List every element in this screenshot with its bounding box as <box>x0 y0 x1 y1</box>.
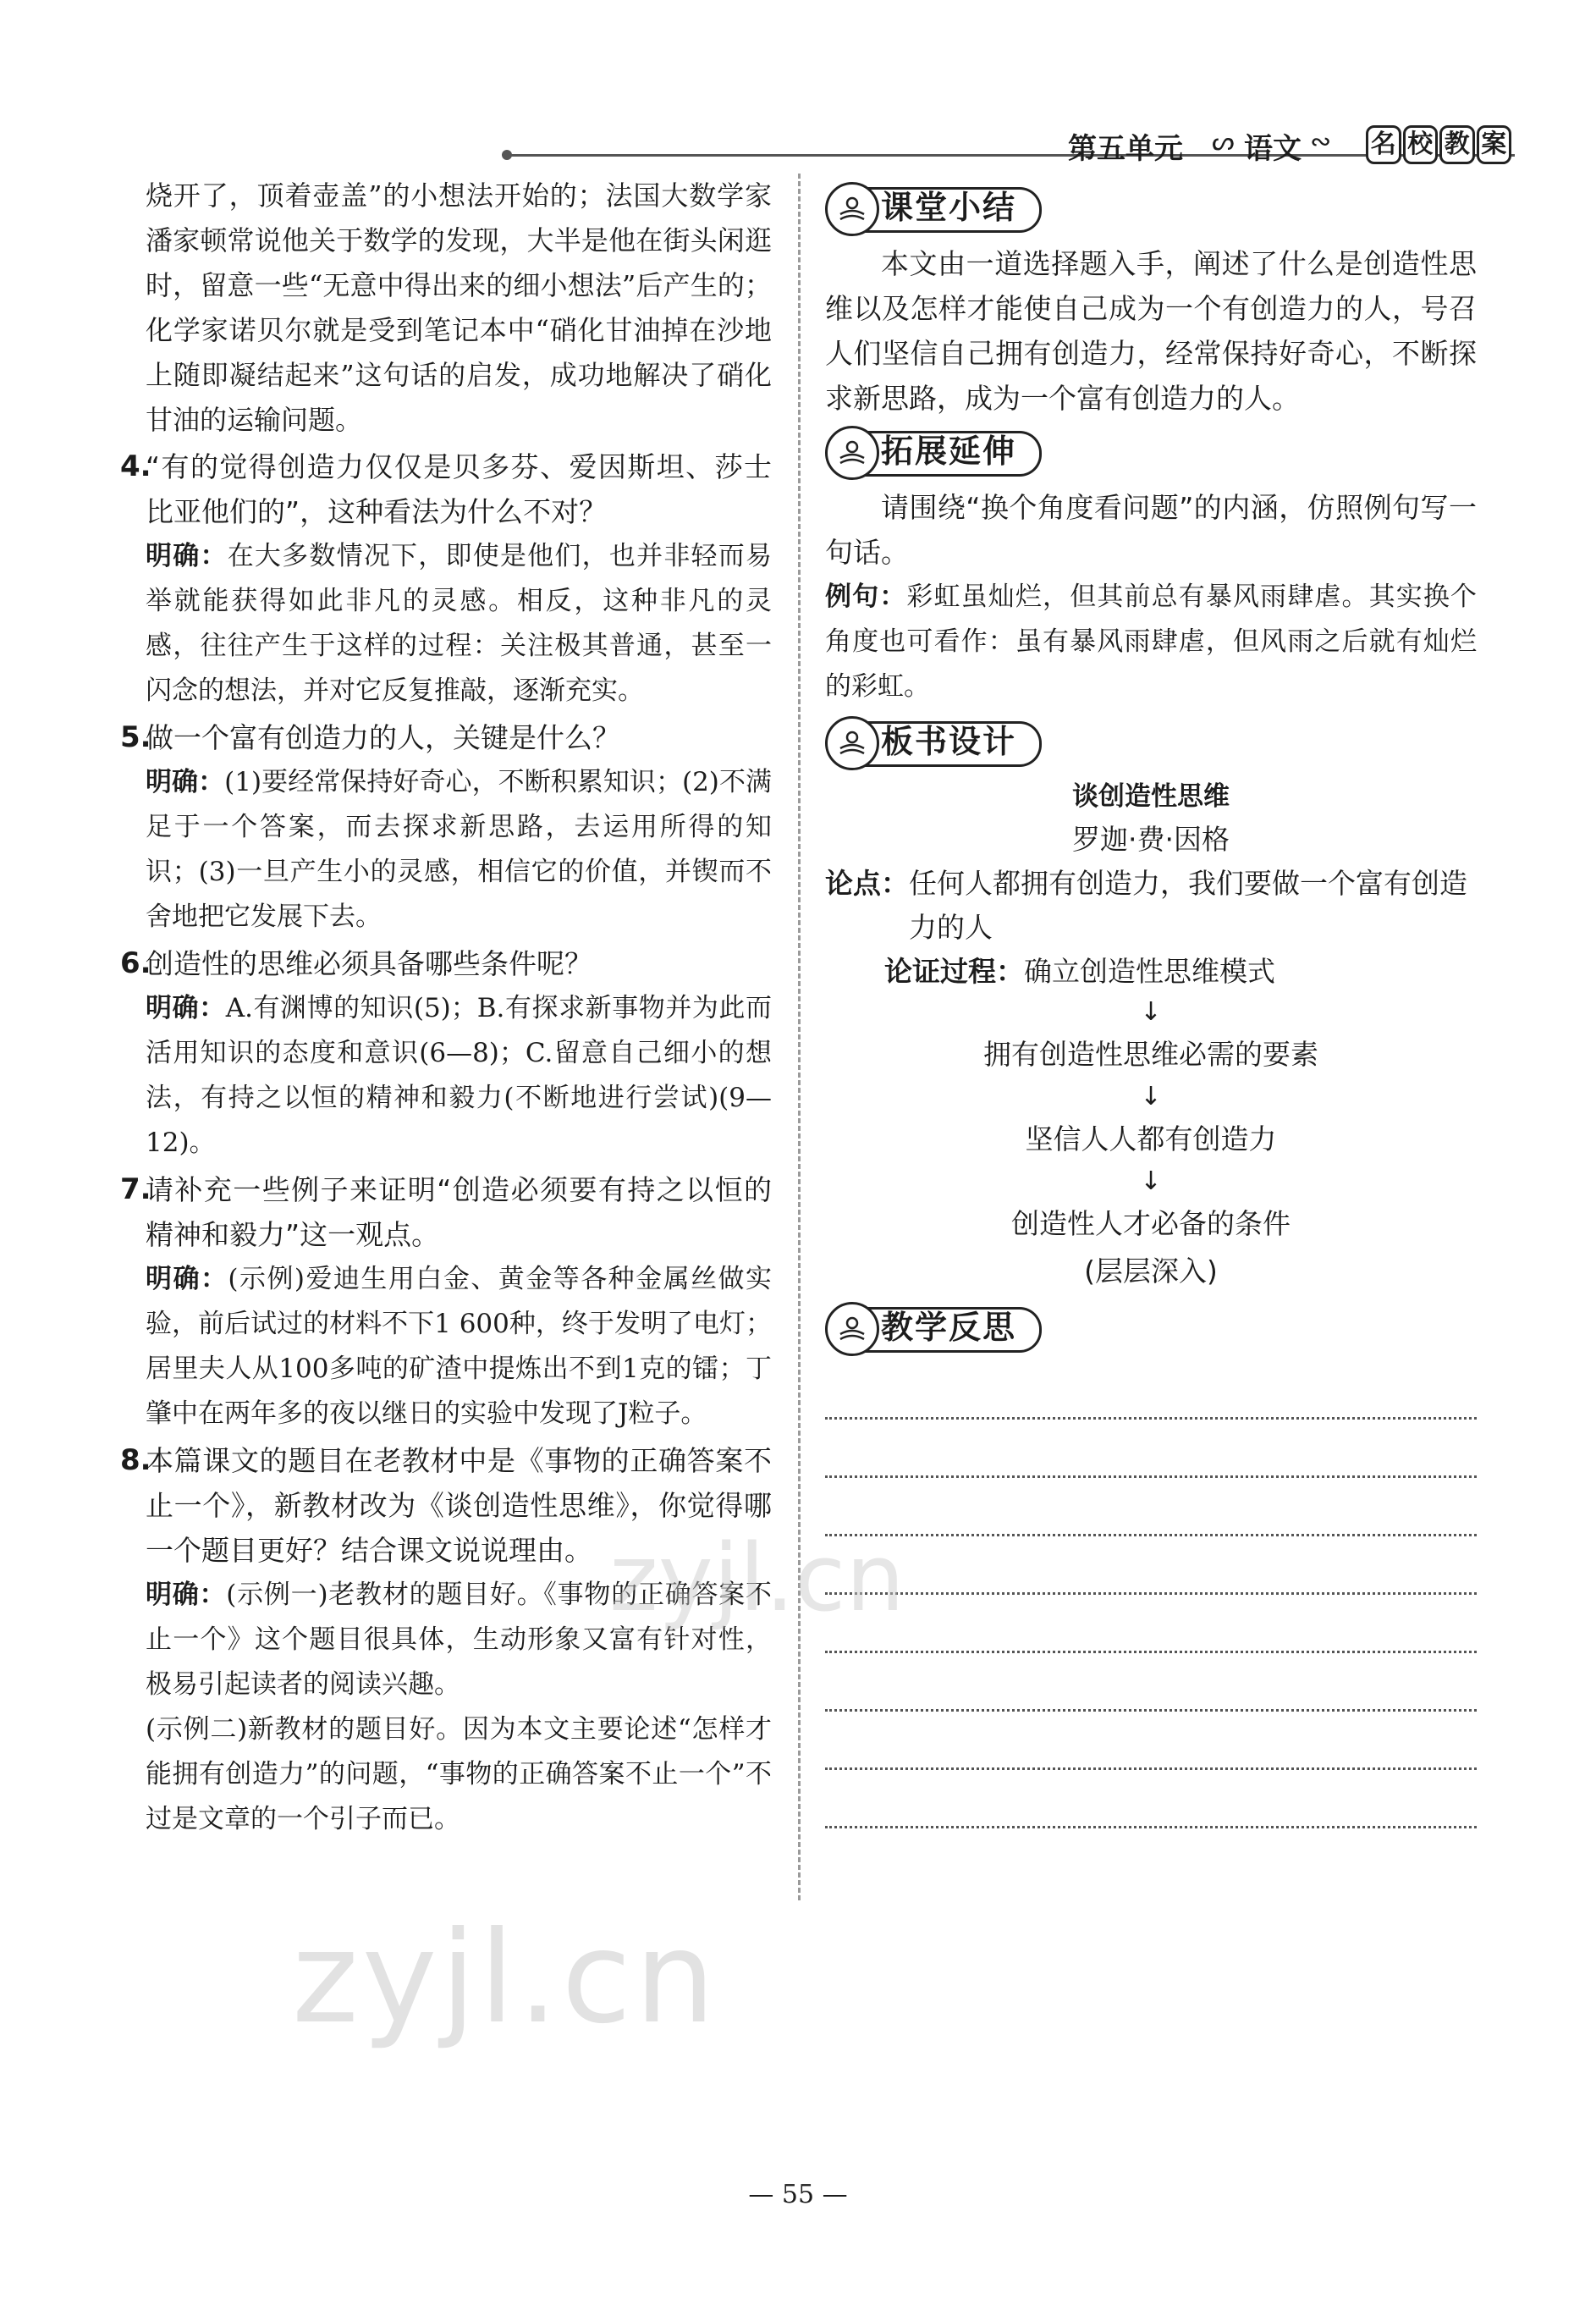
writing-line[interactable] <box>825 1478 1477 1536</box>
watermark-faint: zyjl.cn <box>609 1524 905 1632</box>
writing-line[interactable] <box>825 1420 1477 1478</box>
question-text: “有的觉得创造力仅仅是贝多芬、爱因斯坦、莎士比亚他们的”，这种看法为什么不对？ <box>146 450 772 528</box>
brand-badge <box>1366 125 1511 164</box>
question-8 <box>120 1438 772 1842</box>
down-arrow-icon: ↓ <box>1140 997 1162 1027</box>
process-step: 拥有创造性思维必需的要素 <box>983 1038 1318 1071</box>
swirl-right-icon: ∾ <box>1310 127 1332 157</box>
intro-paragraph: 烧开了，顶着壶盖”的小想法开始的；法国大数学家潘家顿常说他关于数学的发现，大半是他在街头闲逛时，留意一些“无意中得出来的细小想法”后产生的；化学家诺贝尔就是受到笔记本中“硝化甘油掉在沙地上随即凝结起来”这句话的启发，成功地解决了硝化甘油的运输问题。 <box>146 179 772 436</box>
down-arrow-icon: ↓ <box>1140 1166 1162 1196</box>
section-header-board <box>825 716 1070 770</box>
answer <box>146 1257 772 1436</box>
process-label: 论证过程： <box>884 955 1024 988</box>
down-arrow-icon: ↓ <box>1140 1082 1162 1111</box>
answer-second-example: (示例二)新教材的题目好。因为本文主要论述“怎样才能拥有创造力”的问题，“事物的正确答案不止一个”不过是文章的一个引子而已。 <box>146 1714 772 1834</box>
column-divider <box>798 174 801 1900</box>
answer <box>146 986 772 1166</box>
question-number: 5. <box>120 720 151 754</box>
question-4 <box>120 444 772 714</box>
writing-line[interactable] <box>825 1712 1477 1770</box>
board-design <box>825 775 1477 1295</box>
question-text: 创造性的思维必须具备哪些条件呢？ <box>146 947 592 980</box>
answer-text: 在大多数情况下，即使是他们，也并非轻而易举就能获得如此非凡的灵感。相反，这种非凡的灵感，往往产生于这样的过程：关注极其普通，甚至一闪念的想法，并对它反复推敲，逐渐充实。 <box>146 541 773 706</box>
question-6 <box>120 941 772 1166</box>
example-label: 例句： <box>825 582 907 612</box>
example-text: 彩虹虽灿烂，但其前总有暴风雨肆虐。其实换个角度也可看作：虽有暴风雨肆虐，但风雨之后就有灿烂的彩虹。 <box>825 582 1478 702</box>
answer-label: 明确： <box>146 541 228 571</box>
thesis <box>825 862 1477 950</box>
question-text: 做一个富有创造力的人，关键是什么？ <box>146 721 620 754</box>
section-emblem-icon <box>825 1302 879 1356</box>
section-header-reflection <box>825 1302 1070 1356</box>
answer-text: (示例一)老教材的题目好。《事物的正确答案不止一个》这个题目很具体，生动形象又富有针对性，极易引起读者的阅读兴趣。 <box>146 1580 773 1700</box>
lesson-author: 罗迦·费·因格 <box>1072 823 1230 856</box>
answer-label: 明确： <box>146 1264 228 1294</box>
right-column <box>825 182 1477 1828</box>
badge-char: 校 <box>1403 125 1439 164</box>
question-number: 4. <box>120 449 151 483</box>
page-number: — 55 — <box>748 2180 848 2209</box>
section-title: 教学反思 <box>881 1309 1017 1346</box>
header-subject: 语文 <box>1244 132 1302 166</box>
process-step: 坚信人人都有创造力 <box>1025 1122 1277 1155</box>
badge-char: 名 <box>1366 125 1401 164</box>
question-number: 8. <box>120 1443 151 1477</box>
question-text: 请补充一些例子来证明“创造必须要有持之以恒的精神和毅力”这一观点。 <box>146 1173 772 1251</box>
thesis-text: 任何人都拥有创造力，我们要做一个富有创造力的人 <box>909 867 1467 944</box>
section-emblem-icon <box>825 182 879 236</box>
badge-char: 案 <box>1477 125 1512 164</box>
answer <box>146 760 772 940</box>
section-header-extension <box>825 426 1070 480</box>
answer <box>146 534 772 714</box>
section-title: 拓展延伸 <box>881 433 1017 470</box>
section-header-summary <box>825 182 1070 236</box>
question-7 <box>120 1167 772 1436</box>
swirl-left-icon: ᔕ <box>1212 127 1235 157</box>
answer-text: A.有渊博的知识(5)；B.有探求新事物并为此而活用知识的态度和意识(6—8)；C.留意自己细小的想法，有持之以恒的精神和毅力(不断地进行尝试)(9—12)。 <box>146 993 772 1158</box>
section-title: 课堂小结 <box>881 189 1017 226</box>
answer-label: 明确： <box>146 767 225 797</box>
writing-line[interactable] <box>825 1653 1477 1712</box>
badge-char: 教 <box>1439 125 1475 164</box>
board-note: (层层深入) <box>1084 1254 1218 1288</box>
answer-label: 明确： <box>146 993 226 1023</box>
writing-line[interactable] <box>825 1770 1477 1828</box>
question-text: 本篇课文的题目在老教材中是《事物的正确答案不止一个》，新教材改为《谈创造性思维》，你觉得哪一个题目更好？结合课文说说理由。 <box>146 1444 772 1567</box>
process-step: 确立创造性思维模式 <box>1024 955 1275 988</box>
reflection-writing-lines[interactable] <box>825 1361 1477 1828</box>
summary-text: 本文由一道选择题入手，阐述了什么是创造性思维以及怎样才能使自己成为一个有创造力的人，号召人们坚信自己拥有创造力，经常保持好奇心，不断探求新思路，成为一个富有创造力的人。 <box>825 247 1477 415</box>
header-rule <box>508 154 1515 157</box>
writing-line[interactable] <box>825 1595 1477 1653</box>
process-step: 创造性人才必备的条件 <box>1011 1207 1291 1240</box>
writing-line[interactable] <box>825 1361 1477 1420</box>
question-number: 6. <box>120 946 151 980</box>
argument-process <box>884 950 1477 994</box>
watermark: zyjl.cn <box>292 1905 719 2052</box>
section-emblem-icon <box>825 426 879 480</box>
question-number: 7. <box>120 1172 151 1206</box>
example-sentence <box>825 575 1477 709</box>
section-title: 板书设计 <box>881 723 1017 760</box>
extension-prompt: 请围绕“换个角度看问题”的内涵，仿照例句写一句话。 <box>825 491 1477 569</box>
lesson-title: 谈创造性思维 <box>1072 781 1230 812</box>
answer-text: (1)要经常保持好奇心，不断积累知识；(2)不满足于一个答案，而去探求新思路，去运用所得的知识；(3)一旦产生小的灵感，相信它的价值，并锲而不舍地把它发展下去。 <box>146 767 772 932</box>
section-emblem-icon <box>825 716 879 770</box>
answer-text: (示例)爱迪生用白金、黄金等各种金属丝做实验，前后试过的材料不下1 600种，终于发明了电灯；居里夫人从100多吨的矿渣中提炼出不到1克的镭；丁肇中在两年多的夜以继日的实验中发现了J粒子。 <box>146 1264 773 1429</box>
writing-line[interactable] <box>825 1536 1477 1595</box>
answer-label: 明确： <box>146 1580 227 1610</box>
question-5 <box>120 715 772 940</box>
header-unit: 第五单元 <box>1068 132 1183 166</box>
thesis-label: 论点： <box>825 867 909 900</box>
